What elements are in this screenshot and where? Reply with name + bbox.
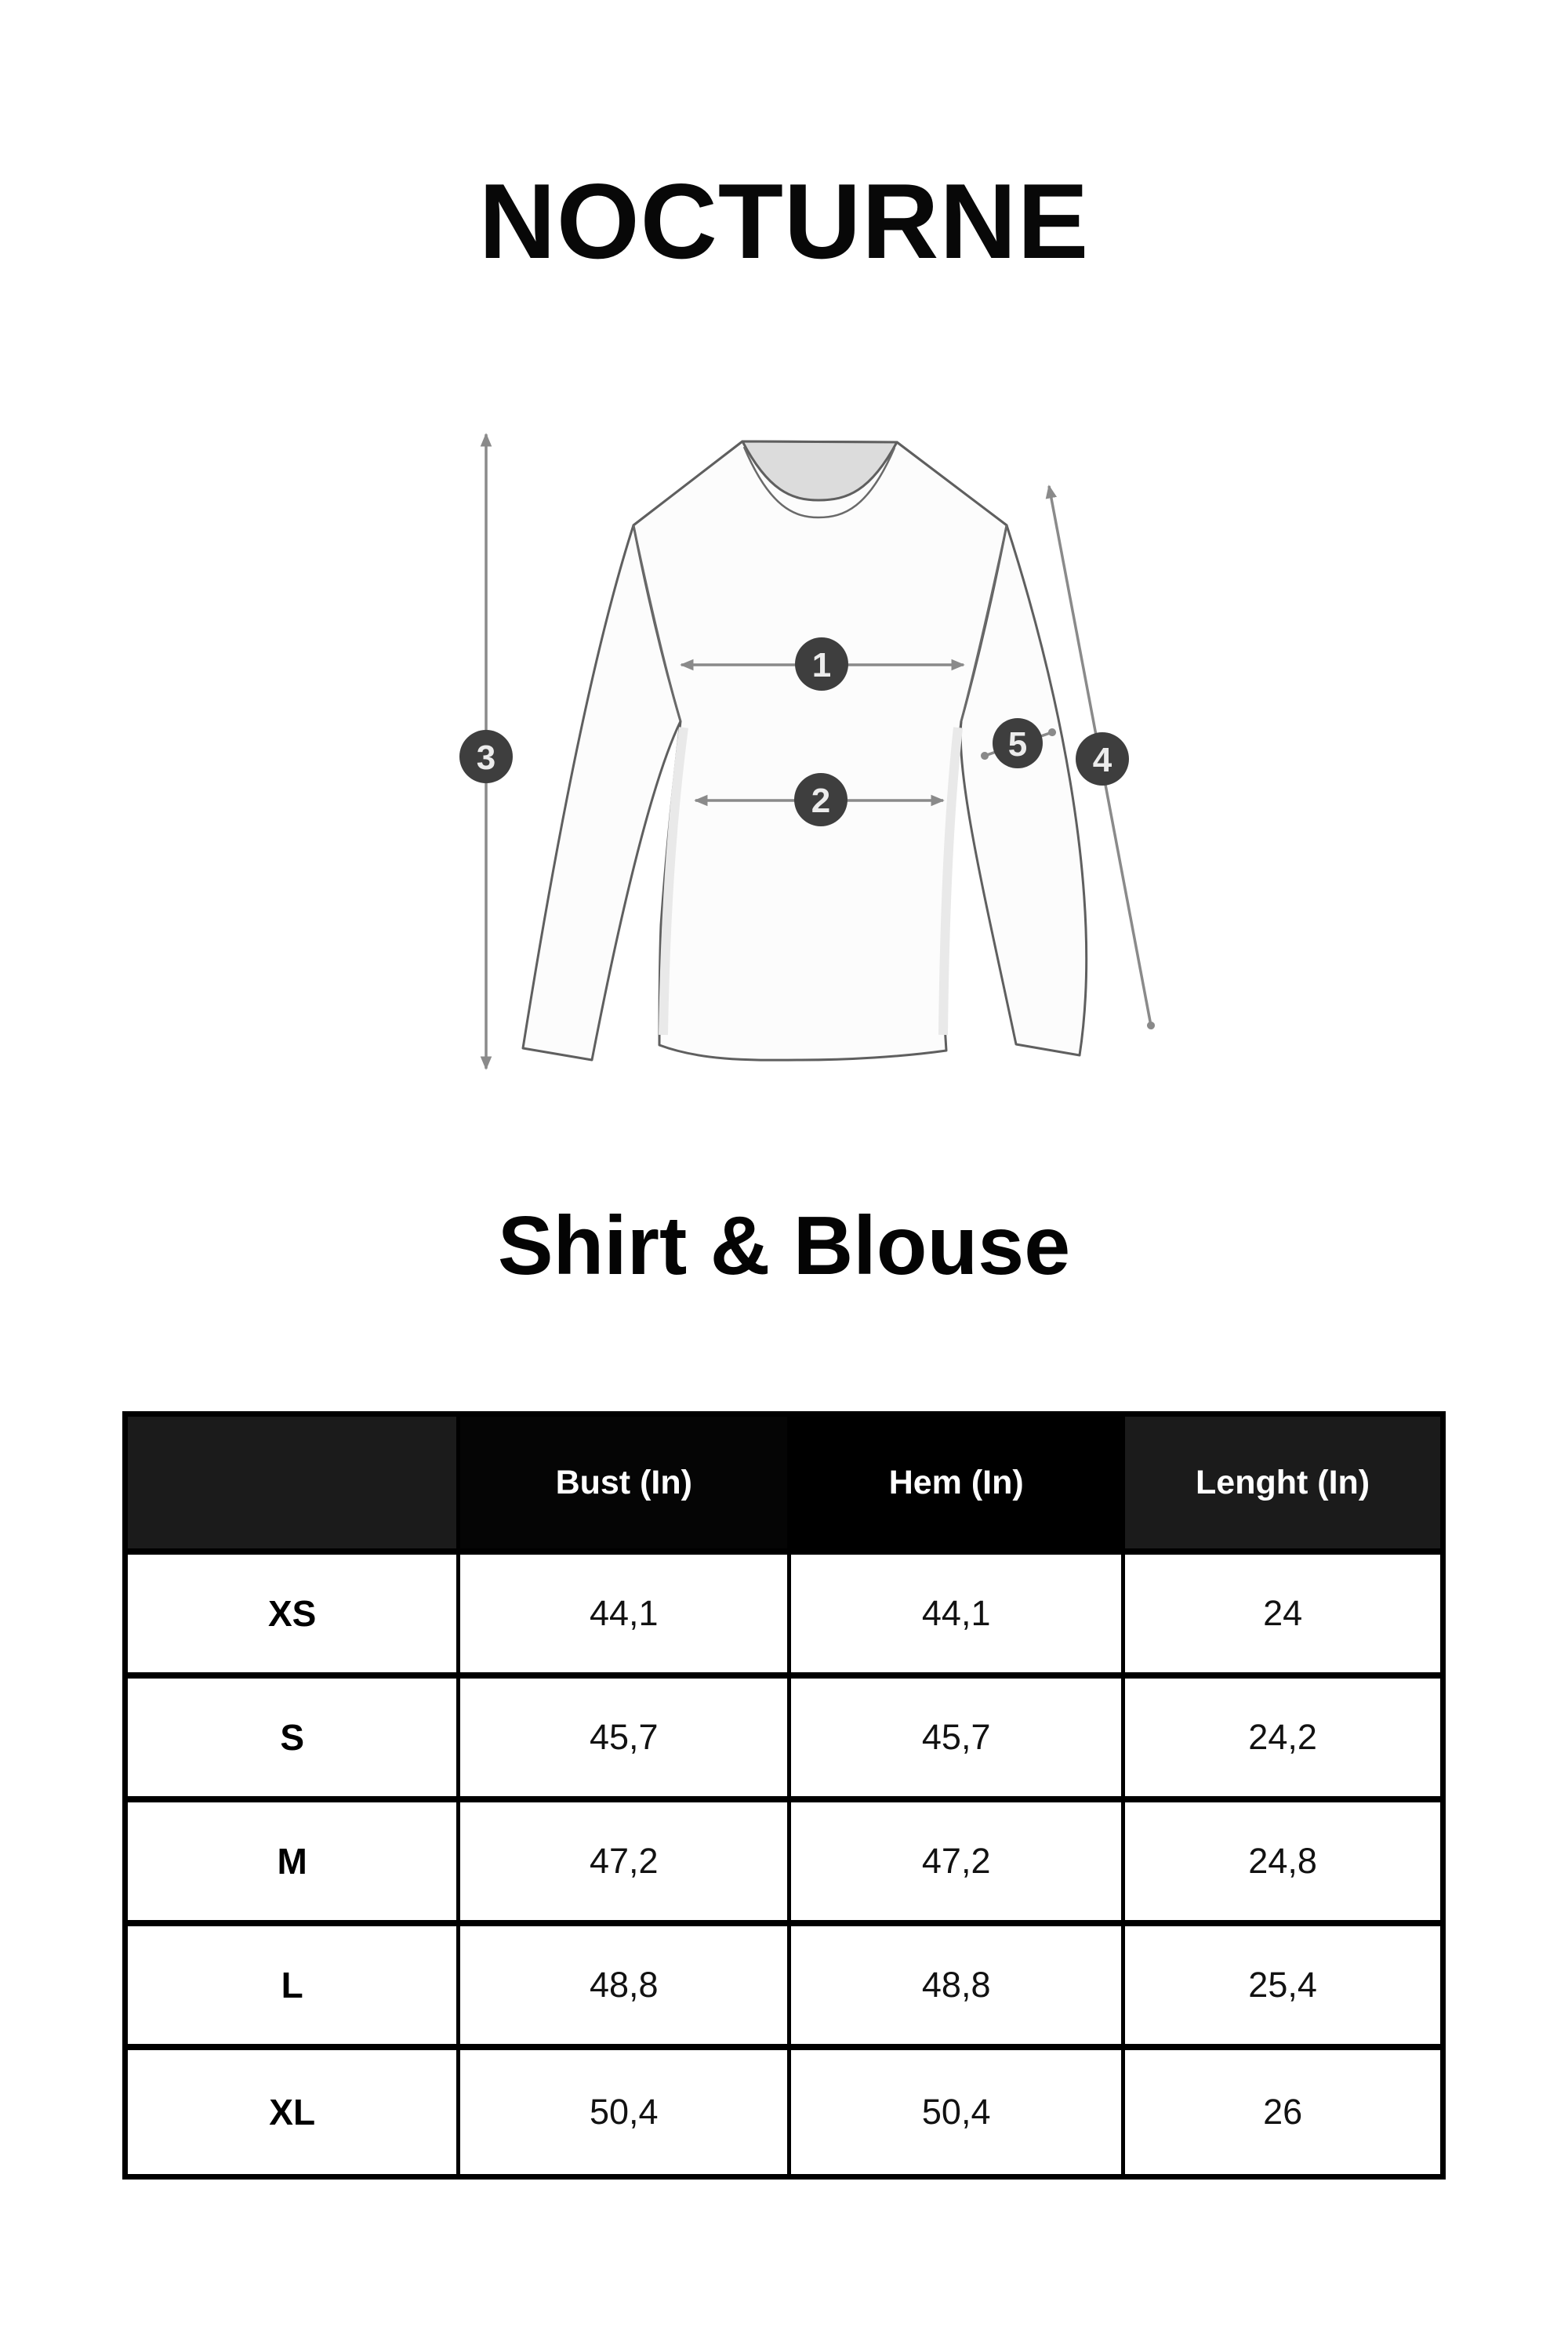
marker-4-label: 4 <box>1092 740 1112 779</box>
col-header-size <box>128 1417 460 1555</box>
hem-value-xl: 50,4 <box>791 2050 1125 2174</box>
marker-2-label: 2 <box>811 781 831 820</box>
section-title: Shirt & Blouse <box>497 1200 1071 1292</box>
marker-5-label: 5 <box>1007 724 1028 764</box>
garment-measurement-diagram <box>431 408 1176 1113</box>
bust-value-xl: 50,4 <box>460 2050 791 2174</box>
size-label-xs: XS <box>128 1555 460 1679</box>
hem-value-m: 47,2 <box>791 1802 1125 1926</box>
size-label-m: M <box>128 1802 460 1926</box>
bust-value-m: 47,2 <box>460 1802 791 1926</box>
brand-logo: NOCTURNE <box>478 162 1090 281</box>
marker-3 <box>459 730 513 783</box>
size-label-s: S <box>128 1679 460 1802</box>
size-table <box>122 1411 1446 2180</box>
col-header-bust: Bust (In) <box>460 1417 791 1555</box>
marker-1-label: 1 <box>811 645 832 684</box>
length-value-xs: 24 <box>1125 1555 1440 1679</box>
marker-5 <box>993 718 1043 768</box>
col-header-hem: Hem (In) <box>791 1417 1125 1555</box>
bust-value-xs: 44,1 <box>460 1555 791 1679</box>
marker-4 <box>1076 732 1129 786</box>
length-value-s: 24,2 <box>1125 1679 1440 1802</box>
length-value-l: 25,4 <box>1125 1926 1440 2050</box>
marker-3-label: 3 <box>476 738 496 777</box>
marker-2 <box>794 773 848 826</box>
shirt-body <box>633 441 1007 1060</box>
hem-value-s: 45,7 <box>791 1679 1125 1802</box>
size-label-l: L <box>128 1926 460 2050</box>
marker-1 <box>795 637 848 691</box>
length-value-xl: 26 <box>1125 2050 1440 2174</box>
hem-value-l: 48,8 <box>791 1926 1125 2050</box>
length-value-m: 24,8 <box>1125 1802 1440 1926</box>
bust-value-s: 45,7 <box>460 1679 791 1802</box>
col-header-length: Lenght (In) <box>1125 1417 1440 1555</box>
hem-value-xs: 44,1 <box>791 1555 1125 1679</box>
size-label-xl: XL <box>128 2050 460 2174</box>
bust-value-l: 48,8 <box>460 1926 791 2050</box>
